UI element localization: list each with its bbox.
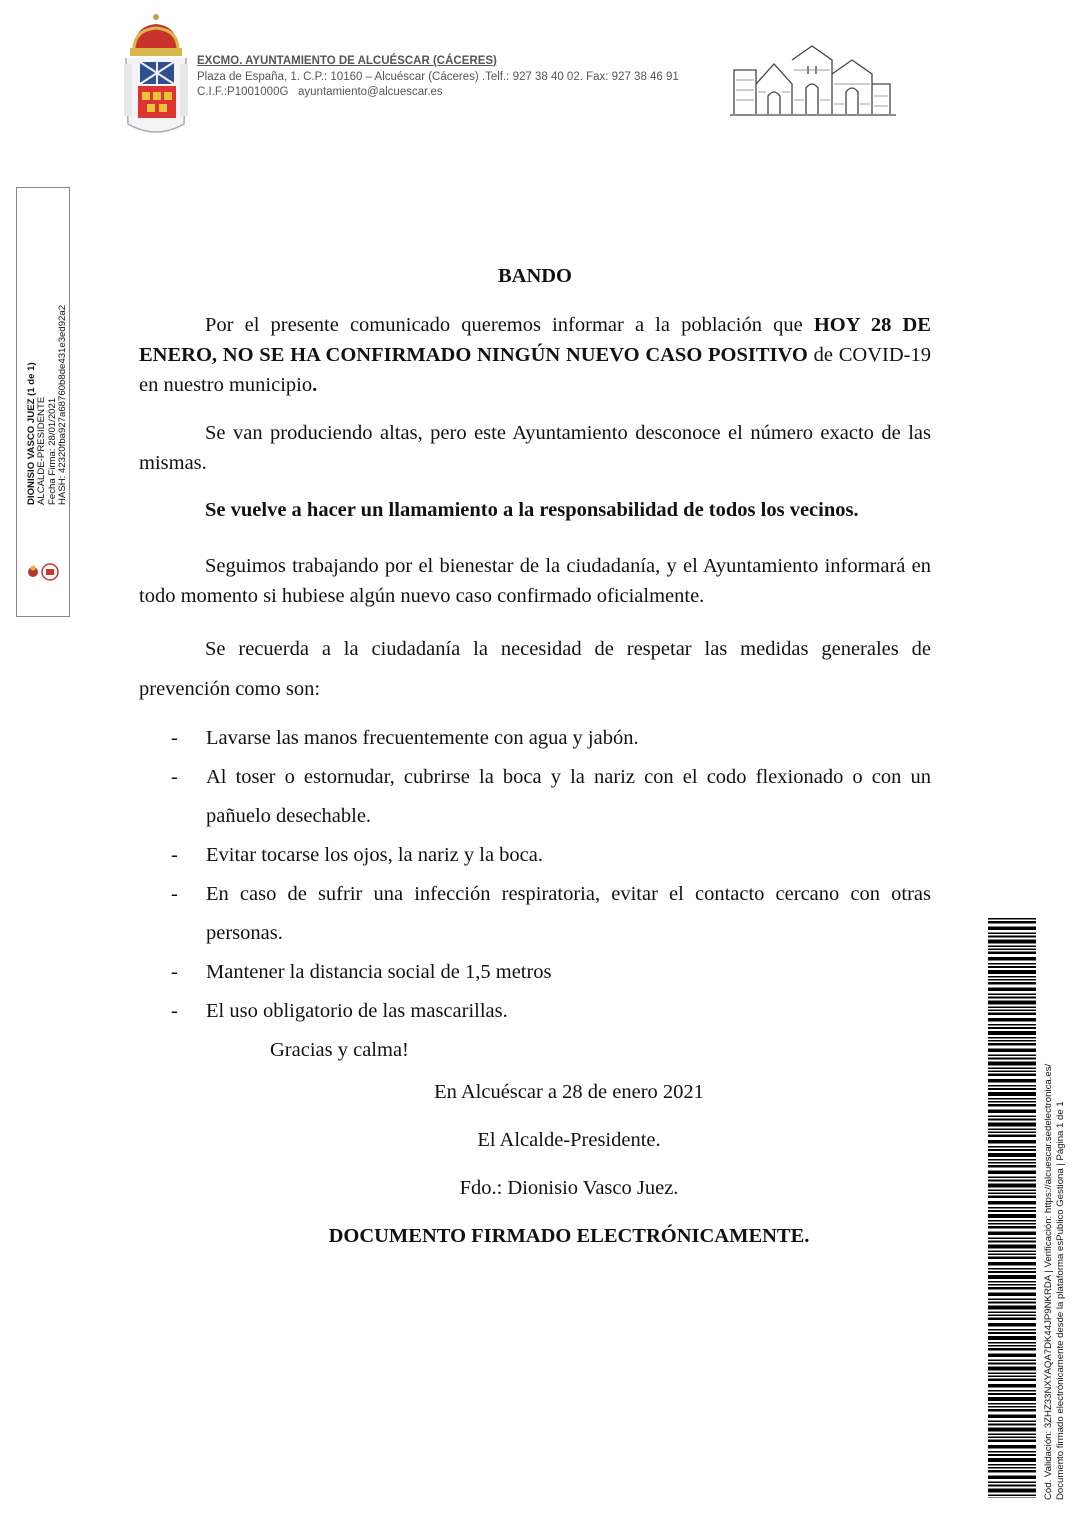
place-date: En Alcuéscar a 28 de enero 2021 [434, 1081, 704, 1103]
signer-role-line: El Alcalde-Presidente. [477, 1129, 661, 1151]
list-item-text: El uso obligatorio de las mascarillas. [206, 1000, 508, 1022]
document-title: BANDO [497, 265, 573, 287]
closing-line: Gracias y calma! [270, 1039, 409, 1061]
cif-email-line [197, 85, 679, 101]
bullet-dash: - [171, 766, 178, 788]
letterhead [197, 54, 679, 101]
paragraph-3: Se vuelve a hacer un llamamiento a la responsabilidad de todos los vecinos. [205, 499, 859, 521]
p1-tail: de COVID-19 en nuestro municipio [139, 344, 931, 396]
paragraph-4: Seguimos trabajando por el bienestar de la ciudadanía, y el Ayuntamiento informará en todo momento si hubiese algún nuevo caso confirmado oficialmente. [139, 555, 931, 607]
paragraph-2: Se van produciendo altas, pero este Ayuntamiento desconoce el número exacto de las mismas. [139, 422, 931, 474]
signer-name: DIONISIO VASCO JUEZ (1 de 1) [26, 362, 37, 505]
list-item-text: Evitar tocarse los ojos, la nariz y la boca. [206, 844, 543, 866]
list-item [139, 836, 931, 875]
list-item-text: En caso de sufrir una infección respiratoria, evitar el contacto cercano con otras personas. [206, 883, 931, 944]
coat-of-arms-logo [120, 12, 192, 134]
list-item [139, 719, 931, 758]
platform-line: Documento firmado electrónicamente desde la plataforma esPublico Gestiona | Página 1 de 1 [1054, 1101, 1066, 1500]
list-item [139, 992, 931, 1031]
list-item [139, 758, 931, 836]
organization-name: EXCMO. AYUNTAMIENTO DE ALCUÉSCAR (CÁCERES) [197, 55, 497, 67]
church-logo [728, 40, 898, 120]
paragraph-1 [139, 310, 931, 400]
list-item-text: Mantener la distancia social de 1,5 metros [206, 961, 552, 983]
p1-intro: Por el presente comunicado queremos informar a la población que [205, 314, 814, 336]
verification-code-line: Cód. Validación: 3ZHZ33NXYAQA7DK44JP9NKRDA | Verificación: https://alcuescar.sedelectronica.es/ [1043, 1063, 1054, 1500]
bullet-dash: - [171, 883, 178, 905]
paragraph-5: Se recuerda a la ciudadanía la necesidad de respetar las medidas generales de prevención como son: [139, 638, 931, 700]
signer-role: ALCALDE-PRESIDENTE [36, 396, 48, 505]
signer-name-line: Fdo.: Dionisio Vasco Juez. [459, 1177, 679, 1199]
email: ayuntamiento@alcuescar.es [298, 86, 443, 98]
list-item [139, 953, 931, 992]
p1-period: . [312, 374, 318, 396]
list-item [139, 875, 931, 953]
bullet-dash: - [171, 1000, 178, 1022]
address-line: Plaza de España, 1. C.P.: 10160 – Alcuéscar (Cáceres) .Telf.: 927 38 40 02. Fax: 927 38 46 91 [197, 70, 679, 83]
document-body [139, 262, 931, 1247]
signature-date: Fecha Firma: 28/01/2021 [46, 397, 58, 505]
signature-hash: HASH: 42320fba927a68760b8de431e3ed92a2 [57, 304, 69, 505]
bullet-dash: - [171, 961, 178, 983]
barcode-image [988, 918, 1036, 1498]
list-item-text: Al toser o estornudar, cubrirse la boca y la nariz con el codo flexionado o con un pañuelo desechable. [206, 766, 931, 827]
cif: C.I.F.:P1001000G [197, 86, 289, 98]
signature-info [27, 305, 69, 505]
bullet-dash: - [171, 727, 178, 749]
signature-seal-icon [26, 560, 60, 584]
list-item-text: Lavarse las manos frecuentemente con agua y jabón. [206, 727, 639, 749]
p1-highlight: HOY 28 DE ENERO, NO SE HA CONFIRMADO NINGÚN NUEVO CASO POSITIVO [139, 314, 931, 366]
e-signed-note: DOCUMENTO FIRMADO ELECTRÓNICAMENTE. [328, 1225, 810, 1247]
verification-info [1043, 1064, 1066, 1500]
bullet-dash: - [171, 844, 178, 866]
